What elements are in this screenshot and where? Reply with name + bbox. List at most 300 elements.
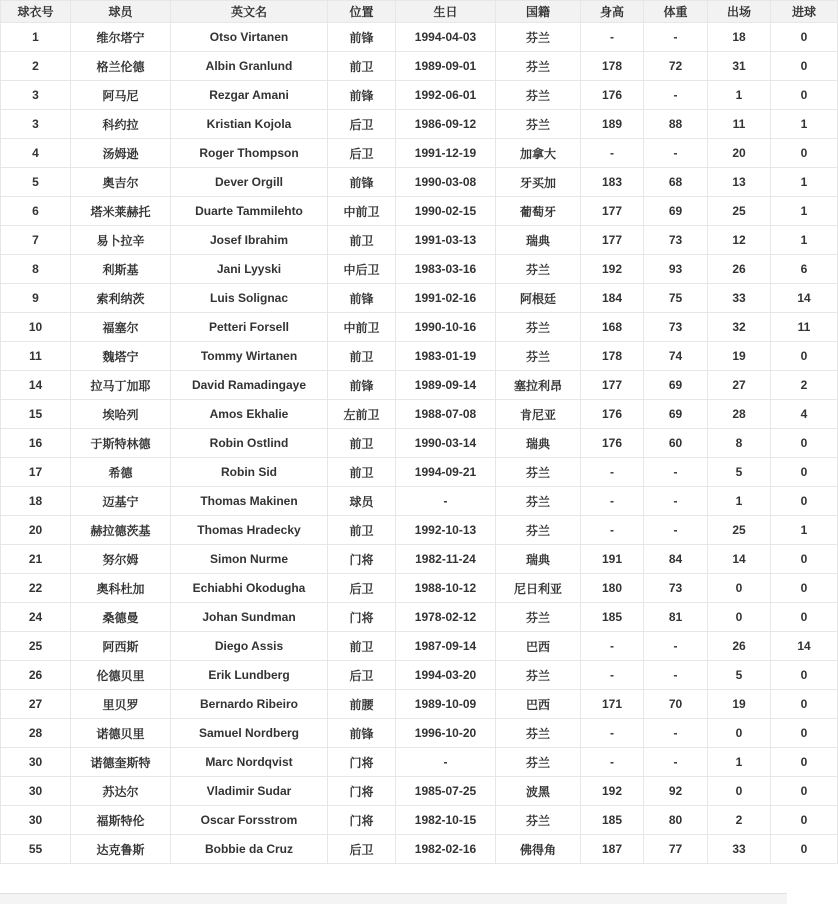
cell-jersey: 9 xyxy=(1,284,71,313)
column-header-birthday: 生日 xyxy=(396,1,496,23)
cell-height: 178 xyxy=(581,52,644,81)
cell-weight: 69 xyxy=(644,371,708,400)
cell-birthday: 1982-11-24 xyxy=(396,545,496,574)
cell-goals: 0 xyxy=(771,806,838,835)
cell-birthday: 1990-03-08 xyxy=(396,168,496,197)
table-row xyxy=(1,545,838,574)
cell-english_name: Marc Nordqvist xyxy=(171,748,328,777)
cell-goals: 0 xyxy=(771,342,838,371)
cell-weight: 73 xyxy=(644,226,708,255)
cell-goals: 0 xyxy=(771,777,838,806)
cell-player: 赫拉德茨基 xyxy=(71,516,171,545)
cell-player: 汤姆逊 xyxy=(71,139,171,168)
cell-player: 努尔姆 xyxy=(71,545,171,574)
cell-position: 前腰 xyxy=(328,690,396,719)
table-row xyxy=(1,226,838,255)
cell-appearances: 31 xyxy=(708,52,771,81)
table-row xyxy=(1,81,838,110)
cell-appearances: 25 xyxy=(708,516,771,545)
cell-appearances: 5 xyxy=(708,458,771,487)
cell-appearances: 0 xyxy=(708,603,771,632)
cell-nationality: 肯尼亚 xyxy=(496,400,581,429)
cell-height: 168 xyxy=(581,313,644,342)
cell-goals: 11 xyxy=(771,313,838,342)
cell-weight: 60 xyxy=(644,429,708,458)
cell-birthday: 1988-07-08 xyxy=(396,400,496,429)
cell-height: - xyxy=(581,139,644,168)
cell-player: 奥科杜加 xyxy=(71,574,171,603)
cell-position: 前卫 xyxy=(328,632,396,661)
cell-nationality: 芬兰 xyxy=(496,52,581,81)
cell-jersey: 11 xyxy=(1,342,71,371)
cell-height: - xyxy=(581,748,644,777)
cell-player: 魏塔宁 xyxy=(71,342,171,371)
table-row xyxy=(1,429,838,458)
cell-jersey: 1 xyxy=(1,23,71,52)
cell-jersey: 3 xyxy=(1,81,71,110)
cell-height: 189 xyxy=(581,110,644,139)
cell-birthday: 1983-03-16 xyxy=(396,255,496,284)
cell-nationality: 尼日利亚 xyxy=(496,574,581,603)
cell-weight: 81 xyxy=(644,603,708,632)
cell-birthday: 1994-04-03 xyxy=(396,23,496,52)
cell-height: - xyxy=(581,516,644,545)
cell-appearances: 32 xyxy=(708,313,771,342)
table-row xyxy=(1,23,838,52)
cell-english_name: Bobbie da Cruz xyxy=(171,835,328,864)
cell-player: 诺德贝里 xyxy=(71,719,171,748)
column-header-weight: 体重 xyxy=(644,1,708,23)
cell-player: 里贝罗 xyxy=(71,690,171,719)
cell-jersey: 7 xyxy=(1,226,71,255)
cell-appearances: 26 xyxy=(708,632,771,661)
cell-position: 前卫 xyxy=(328,342,396,371)
cell-english_name: Luis Solignac xyxy=(171,284,328,313)
cell-weight: - xyxy=(644,661,708,690)
table-row xyxy=(1,632,838,661)
cell-english_name: Echiabhi Okodugha xyxy=(171,574,328,603)
cell-english_name: Diego Assis xyxy=(171,632,328,661)
cell-weight: 84 xyxy=(644,545,708,574)
cell-position: 前卫 xyxy=(328,458,396,487)
cell-nationality: 葡萄牙 xyxy=(496,197,581,226)
cell-position: 前卫 xyxy=(328,429,396,458)
cell-height: 180 xyxy=(581,574,644,603)
cell-appearances: 0 xyxy=(708,574,771,603)
cell-appearances: 13 xyxy=(708,168,771,197)
cell-birthday: 1988-10-12 xyxy=(396,574,496,603)
table-row xyxy=(1,197,838,226)
cell-birthday: 1990-03-14 xyxy=(396,429,496,458)
cell-goals: 1 xyxy=(771,197,838,226)
cell-birthday: 1985-07-25 xyxy=(396,777,496,806)
cell-position: 后卫 xyxy=(328,574,396,603)
cell-jersey: 20 xyxy=(1,516,71,545)
cell-jersey: 16 xyxy=(1,429,71,458)
cell-position: 中前卫 xyxy=(328,313,396,342)
cell-height: - xyxy=(581,719,644,748)
cell-birthday: 1994-09-21 xyxy=(396,458,496,487)
cell-goals: 0 xyxy=(771,719,838,748)
cell-nationality: 阿根廷 xyxy=(496,284,581,313)
footer-bar xyxy=(0,893,787,904)
cell-weight: - xyxy=(644,23,708,52)
cell-weight: - xyxy=(644,139,708,168)
cell-position: 左前卫 xyxy=(328,400,396,429)
cell-goals: 0 xyxy=(771,81,838,110)
cell-position: 前锋 xyxy=(328,284,396,313)
column-header-nationality: 国籍 xyxy=(496,1,581,23)
cell-appearances: 14 xyxy=(708,545,771,574)
cell-english_name: Robin Ostlind xyxy=(171,429,328,458)
cell-birthday: 1991-02-16 xyxy=(396,284,496,313)
cell-english_name: Thomas Hradecky xyxy=(171,516,328,545)
cell-player: 塔米莱赫托 xyxy=(71,197,171,226)
cell-goals: 1 xyxy=(771,226,838,255)
cell-goals: 1 xyxy=(771,516,838,545)
cell-position: 前卫 xyxy=(328,226,396,255)
cell-english_name: Erik Lundberg xyxy=(171,661,328,690)
cell-appearances: 0 xyxy=(708,777,771,806)
cell-goals: 0 xyxy=(771,603,838,632)
cell-appearances: 1 xyxy=(708,748,771,777)
cell-nationality: 巴西 xyxy=(496,690,581,719)
cell-jersey: 18 xyxy=(1,487,71,516)
cell-height: 177 xyxy=(581,226,644,255)
cell-jersey: 30 xyxy=(1,806,71,835)
cell-weight: 80 xyxy=(644,806,708,835)
cell-weight: 88 xyxy=(644,110,708,139)
cell-nationality: 芬兰 xyxy=(496,719,581,748)
cell-weight: - xyxy=(644,458,708,487)
cell-height: - xyxy=(581,458,644,487)
table-header xyxy=(1,1,838,23)
cell-weight: 92 xyxy=(644,777,708,806)
cell-player: 希德 xyxy=(71,458,171,487)
cell-player: 维尔塔宁 xyxy=(71,23,171,52)
cell-goals: 14 xyxy=(771,632,838,661)
cell-appearances: 12 xyxy=(708,226,771,255)
cell-nationality: 芬兰 xyxy=(496,23,581,52)
column-header-goals: 进球 xyxy=(771,1,838,23)
cell-player: 拉马丁加耶 xyxy=(71,371,171,400)
cell-height: - xyxy=(581,632,644,661)
cell-english_name: Johan Sundman xyxy=(171,603,328,632)
cell-appearances: 19 xyxy=(708,342,771,371)
cell-weight: 69 xyxy=(644,400,708,429)
table-row xyxy=(1,139,838,168)
cell-position: 门将 xyxy=(328,748,396,777)
cell-birthday: 1978-02-12 xyxy=(396,603,496,632)
cell-height: - xyxy=(581,661,644,690)
cell-nationality: 芬兰 xyxy=(496,342,581,371)
cell-birthday: 1989-09-01 xyxy=(396,52,496,81)
cell-appearances: 5 xyxy=(708,661,771,690)
cell-nationality: 芬兰 xyxy=(496,748,581,777)
cell-jersey: 6 xyxy=(1,197,71,226)
cell-height: 171 xyxy=(581,690,644,719)
table-row xyxy=(1,400,838,429)
cell-appearances: 18 xyxy=(708,23,771,52)
cell-position: 门将 xyxy=(328,777,396,806)
cell-birthday: 1992-10-13 xyxy=(396,516,496,545)
cell-birthday: 1996-10-20 xyxy=(396,719,496,748)
cell-birthday: 1986-09-12 xyxy=(396,110,496,139)
column-header-position: 位置 xyxy=(328,1,396,23)
table-row xyxy=(1,748,838,777)
cell-birthday: 1990-10-16 xyxy=(396,313,496,342)
cell-player: 埃哈列 xyxy=(71,400,171,429)
cell-goals: 0 xyxy=(771,574,838,603)
cell-jersey: 30 xyxy=(1,748,71,777)
cell-goals: 0 xyxy=(771,23,838,52)
cell-birthday: 1989-10-09 xyxy=(396,690,496,719)
cell-english_name: Bernardo Ribeiro xyxy=(171,690,328,719)
cell-nationality: 芬兰 xyxy=(496,806,581,835)
cell-jersey: 25 xyxy=(1,632,71,661)
cell-jersey: 8 xyxy=(1,255,71,284)
cell-nationality: 瑞典 xyxy=(496,429,581,458)
cell-height: 185 xyxy=(581,603,644,632)
cell-appearances: 26 xyxy=(708,255,771,284)
cell-player: 福塞尔 xyxy=(71,313,171,342)
cell-birthday: - xyxy=(396,487,496,516)
cell-nationality: 塞拉利昂 xyxy=(496,371,581,400)
cell-goals: 6 xyxy=(771,255,838,284)
cell-english_name: Otso Virtanen xyxy=(171,23,328,52)
cell-appearances: 0 xyxy=(708,719,771,748)
cell-english_name: Tommy Wirtanen xyxy=(171,342,328,371)
table-row xyxy=(1,110,838,139)
cell-nationality: 波黑 xyxy=(496,777,581,806)
cell-height: 176 xyxy=(581,81,644,110)
cell-nationality: 芬兰 xyxy=(496,516,581,545)
table-row xyxy=(1,487,838,516)
cell-birthday: 1994-03-20 xyxy=(396,661,496,690)
cell-goals: 0 xyxy=(771,748,838,777)
cell-position: 前锋 xyxy=(328,168,396,197)
cell-height: 176 xyxy=(581,429,644,458)
cell-jersey: 22 xyxy=(1,574,71,603)
cell-nationality: 芬兰 xyxy=(496,603,581,632)
table-row xyxy=(1,516,838,545)
cell-jersey: 55 xyxy=(1,835,71,864)
cell-height: - xyxy=(581,487,644,516)
table-row xyxy=(1,603,838,632)
cell-english_name: Simon Nurme xyxy=(171,545,328,574)
cell-english_name: Albin Granlund xyxy=(171,52,328,81)
cell-english_name: Oscar Forsstrom xyxy=(171,806,328,835)
cell-jersey: 30 xyxy=(1,777,71,806)
cell-position: 门将 xyxy=(328,545,396,574)
cell-goals: 1 xyxy=(771,110,838,139)
cell-jersey: 10 xyxy=(1,313,71,342)
cell-weight: - xyxy=(644,487,708,516)
cell-birthday: 1983-01-19 xyxy=(396,342,496,371)
table-row xyxy=(1,719,838,748)
cell-height: - xyxy=(581,23,644,52)
cell-height: 177 xyxy=(581,197,644,226)
cell-height: 192 xyxy=(581,777,644,806)
table-row xyxy=(1,168,838,197)
cell-goals: 1 xyxy=(771,168,838,197)
cell-nationality: 芬兰 xyxy=(496,458,581,487)
cell-appearances: 8 xyxy=(708,429,771,458)
cell-goals: 0 xyxy=(771,690,838,719)
cell-height: 185 xyxy=(581,806,644,835)
cell-weight: 70 xyxy=(644,690,708,719)
cell-english_name: Vladimir Sudar xyxy=(171,777,328,806)
cell-player: 索利纳茨 xyxy=(71,284,171,313)
cell-nationality: 巴西 xyxy=(496,632,581,661)
cell-weight: - xyxy=(644,719,708,748)
cell-english_name: Dever Orgill xyxy=(171,168,328,197)
cell-player: 苏达尔 xyxy=(71,777,171,806)
cell-birthday: 1982-10-15 xyxy=(396,806,496,835)
cell-position: 后卫 xyxy=(328,835,396,864)
table-row xyxy=(1,52,838,81)
cell-goals: 4 xyxy=(771,400,838,429)
cell-position: 门将 xyxy=(328,603,396,632)
cell-player: 奥吉尔 xyxy=(71,168,171,197)
cell-position: 前卫 xyxy=(328,52,396,81)
cell-goals: 0 xyxy=(771,458,838,487)
cell-nationality: 芬兰 xyxy=(496,110,581,139)
cell-weight: - xyxy=(644,632,708,661)
cell-jersey: 4 xyxy=(1,139,71,168)
table-row xyxy=(1,458,838,487)
cell-player: 桑德曼 xyxy=(71,603,171,632)
cell-position: 中后卫 xyxy=(328,255,396,284)
cell-jersey: 17 xyxy=(1,458,71,487)
table-row xyxy=(1,284,838,313)
cell-position: 后卫 xyxy=(328,139,396,168)
cell-weight: - xyxy=(644,516,708,545)
cell-appearances: 25 xyxy=(708,197,771,226)
cell-jersey: 5 xyxy=(1,168,71,197)
cell-birthday: 1982-02-16 xyxy=(396,835,496,864)
cell-player: 达克鲁斯 xyxy=(71,835,171,864)
cell-appearances: 28 xyxy=(708,400,771,429)
cell-player: 科约拉 xyxy=(71,110,171,139)
table-row xyxy=(1,255,838,284)
cell-player: 阿西斯 xyxy=(71,632,171,661)
table-row xyxy=(1,777,838,806)
cell-goals: 0 xyxy=(771,835,838,864)
cell-player: 迈基宁 xyxy=(71,487,171,516)
header-row xyxy=(1,1,838,23)
table-row xyxy=(1,806,838,835)
cell-english_name: Kristian Kojola xyxy=(171,110,328,139)
cell-jersey: 28 xyxy=(1,719,71,748)
cell-english_name: Samuel Nordberg xyxy=(171,719,328,748)
cell-nationality: 芬兰 xyxy=(496,255,581,284)
cell-goals: 0 xyxy=(771,52,838,81)
cell-player: 于斯特林德 xyxy=(71,429,171,458)
cell-player: 诺德奎斯特 xyxy=(71,748,171,777)
cell-height: 191 xyxy=(581,545,644,574)
column-header-jersey: 球衣号 xyxy=(1,1,71,23)
table-row xyxy=(1,835,838,864)
table-row xyxy=(1,342,838,371)
cell-english_name: Amos Ekhalie xyxy=(171,400,328,429)
cell-position: 前锋 xyxy=(328,23,396,52)
cell-birthday: 1991-12-19 xyxy=(396,139,496,168)
cell-appearances: 1 xyxy=(708,81,771,110)
cell-nationality: 加拿大 xyxy=(496,139,581,168)
cell-nationality: 牙买加 xyxy=(496,168,581,197)
cell-birthday: 1987-09-14 xyxy=(396,632,496,661)
cell-english_name: David Ramadingaye xyxy=(171,371,328,400)
cell-jersey: 21 xyxy=(1,545,71,574)
cell-english_name: Thomas Makinen xyxy=(171,487,328,516)
cell-weight: 69 xyxy=(644,197,708,226)
cell-birthday: 1991-03-13 xyxy=(396,226,496,255)
cell-height: 192 xyxy=(581,255,644,284)
cell-position: 前卫 xyxy=(328,516,396,545)
cell-appearances: 20 xyxy=(708,139,771,168)
cell-english_name: Petteri Forsell xyxy=(171,313,328,342)
cell-jersey: 3 xyxy=(1,110,71,139)
cell-birthday: - xyxy=(396,748,496,777)
cell-english_name: Josef Ibrahim xyxy=(171,226,328,255)
cell-position: 前锋 xyxy=(328,371,396,400)
cell-weight: 72 xyxy=(644,52,708,81)
cell-height: 183 xyxy=(581,168,644,197)
cell-player: 福斯特伦 xyxy=(71,806,171,835)
cell-jersey: 27 xyxy=(1,690,71,719)
cell-weight: - xyxy=(644,81,708,110)
cell-weight: 73 xyxy=(644,313,708,342)
cell-goals: 2 xyxy=(771,371,838,400)
cell-jersey: 24 xyxy=(1,603,71,632)
cell-appearances: 2 xyxy=(708,806,771,835)
cell-goals: 0 xyxy=(771,429,838,458)
column-header-english_name: 英文名 xyxy=(171,1,328,23)
cell-weight: 75 xyxy=(644,284,708,313)
cell-appearances: 11 xyxy=(708,110,771,139)
cell-birthday: 1989-09-14 xyxy=(396,371,496,400)
cell-position: 前锋 xyxy=(328,81,396,110)
column-header-height: 身高 xyxy=(581,1,644,23)
cell-appearances: 1 xyxy=(708,487,771,516)
cell-player: 易卜拉辛 xyxy=(71,226,171,255)
cell-jersey: 15 xyxy=(1,400,71,429)
cell-player: 阿马尼 xyxy=(71,81,171,110)
cell-weight: 93 xyxy=(644,255,708,284)
cell-birthday: 1990-02-15 xyxy=(396,197,496,226)
cell-appearances: 33 xyxy=(708,284,771,313)
cell-goals: 0 xyxy=(771,139,838,168)
cell-player: 格兰伦德 xyxy=(71,52,171,81)
cell-height: 187 xyxy=(581,835,644,864)
column-header-player: 球员 xyxy=(71,1,171,23)
cell-position: 前锋 xyxy=(328,719,396,748)
cell-height: 184 xyxy=(581,284,644,313)
cell-weight: - xyxy=(644,748,708,777)
cell-weight: 74 xyxy=(644,342,708,371)
cell-nationality: 芬兰 xyxy=(496,81,581,110)
cell-goals: 14 xyxy=(771,284,838,313)
cell-position: 门将 xyxy=(328,806,396,835)
cell-english_name: Robin Sid xyxy=(171,458,328,487)
cell-english_name: Duarte Tammilehto xyxy=(171,197,328,226)
cell-nationality: 芬兰 xyxy=(496,313,581,342)
cell-appearances: 27 xyxy=(708,371,771,400)
table-row xyxy=(1,313,838,342)
cell-position: 中前卫 xyxy=(328,197,396,226)
cell-appearances: 19 xyxy=(708,690,771,719)
